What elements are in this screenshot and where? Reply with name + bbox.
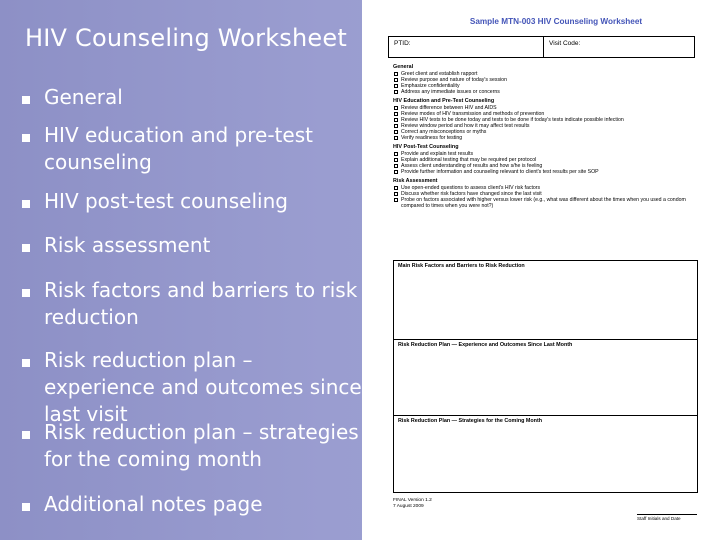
version-footer: [393, 498, 432, 510]
checklist-section: [393, 98, 698, 141]
risk-factors-table: [393, 260, 698, 340]
bullet-item: [22, 491, 367, 518]
checklist-item: Review HIV tests to be done today and tests to be done if today's tests indicate possible infection: [393, 117, 698, 123]
checklist-item: Review purpose and nature of today's session: [393, 77, 698, 83]
bullet-text: Risk factors and barriers to risk reduction: [44, 278, 358, 329]
checklist-section: [393, 64, 698, 95]
bullet-item: [22, 122, 367, 176]
checkbox-icon: [394, 72, 398, 76]
ptid-cell: PTID:: [389, 37, 544, 57]
checkbox-icon: [394, 164, 398, 168]
bullet-item: [22, 188, 367, 215]
checklist-item: Use open-ended questions to assess client's HIV risk factors: [393, 185, 698, 191]
checklist-item: Correct any misconceptions or myths: [393, 129, 698, 135]
checklist-item: Probe on factors associated with higher versus lower risk (e.g., what was different about the times when you used a condom compared to times when you were not?): [393, 197, 698, 209]
checklist-section: [393, 178, 698, 209]
footer-date: 7 August 2009: [393, 504, 424, 509]
checklist-item: Explain additional testing that may be required per protocol: [393, 157, 698, 163]
bullet-item: [22, 232, 367, 259]
checklist-item: Emphasize confidentiality: [393, 83, 698, 89]
checkbox-icon: [394, 130, 398, 134]
checkbox-icon: [394, 158, 398, 162]
checklist-item: Review window period and how it may affect test results: [393, 123, 698, 129]
checkbox-icon: [394, 90, 398, 94]
checkbox-icon: [394, 106, 398, 110]
visit-code-cell: Visit Code:: [549, 40, 581, 47]
checkbox-icon: [394, 84, 398, 88]
checkbox-icon: [394, 192, 398, 196]
checklist-item: Review difference between HIV and AIDS: [393, 105, 698, 111]
square-bullet-icon: [22, 134, 30, 142]
bullet-text: HIV education and pre-test counseling: [44, 123, 313, 174]
checklist-item: Assess client understanding of results and how s/he is feeling: [393, 163, 698, 169]
worksheet-title: Sample MTN-003 HIV Counseling Worksheet: [469, 17, 643, 26]
square-bullet-icon: [22, 289, 30, 297]
footer-version: FINAL Version 1.2: [393, 498, 432, 503]
bullet-item: [22, 84, 367, 111]
checkbox-icon: [394, 78, 398, 82]
square-bullet-icon: [22, 244, 30, 252]
section-heading: HIV Education and Pre-Test Counseling: [393, 97, 495, 104]
section-heading: General: [393, 64, 414, 70]
worksheet-image: [362, 0, 720, 540]
strategies-table: [393, 415, 698, 493]
square-bullet-icon: [22, 96, 30, 104]
bullet-text: General: [44, 85, 123, 109]
table-heading: Risk Reduction Plan — Experience and Outcomes Since Last Month: [398, 342, 573, 348]
experience-outcomes-table: [393, 339, 698, 416]
checkbox-icon: [394, 136, 398, 140]
checkbox-icon: [394, 124, 398, 128]
section-heading: Risk Assessment: [393, 178, 438, 185]
bullet-text: Risk reduction plan – experience and outcomes since last visit: [44, 348, 362, 426]
id-header-table: [388, 36, 695, 58]
checkbox-icon: [394, 118, 398, 122]
checkbox-icon: [394, 186, 398, 190]
signature-line: Staff Initials and Date: [637, 514, 697, 521]
bullet-item: [22, 277, 367, 331]
checkbox-icon: [394, 152, 398, 156]
checklist-item: Provide further information and counseling relevant to client's test results per site SOP: [393, 169, 698, 175]
section-heading: HIV Post-Test Counseling: [393, 144, 459, 151]
bullet-item: [22, 419, 367, 473]
square-bullet-icon: [22, 200, 30, 208]
checkbox-icon: [394, 170, 398, 174]
bullet-text: Risk assessment: [44, 233, 211, 257]
checklist-item: Discuss whether risk factors have changed since the last visit: [393, 191, 698, 197]
bullet-item: [22, 347, 367, 428]
slide-title: HIV Counseling Worksheet: [25, 24, 347, 52]
bullet-text: Risk reduction plan – strategies for the coming month: [44, 420, 359, 471]
table-heading: Main Risk Factors and Barriers to Risk Reduction: [398, 263, 525, 269]
bullet-text: HIV post-test counseling: [44, 189, 288, 213]
checklist-item: Review modes of HIV transmission and methods of prevention: [393, 111, 698, 117]
square-bullet-icon: [22, 503, 30, 511]
table-heading: Risk Reduction Plan — Strategies for the Coming Month: [398, 418, 543, 424]
checklist-item: Greet client and establish rapport: [393, 71, 698, 77]
checklist-item: Address any immediate issues or concerns: [393, 89, 698, 95]
checkbox-icon: [394, 112, 398, 116]
checklist-section: [393, 144, 698, 175]
bullet-text: Additional notes page: [44, 492, 263, 516]
checklist-item: Verify readiness for testing: [393, 135, 698, 141]
checklist: [393, 64, 698, 212]
square-bullet-icon: [22, 359, 30, 367]
checkbox-icon: [394, 198, 398, 202]
square-bullet-icon: [22, 431, 30, 439]
checklist-item: Provide and explain test results: [393, 151, 698, 157]
